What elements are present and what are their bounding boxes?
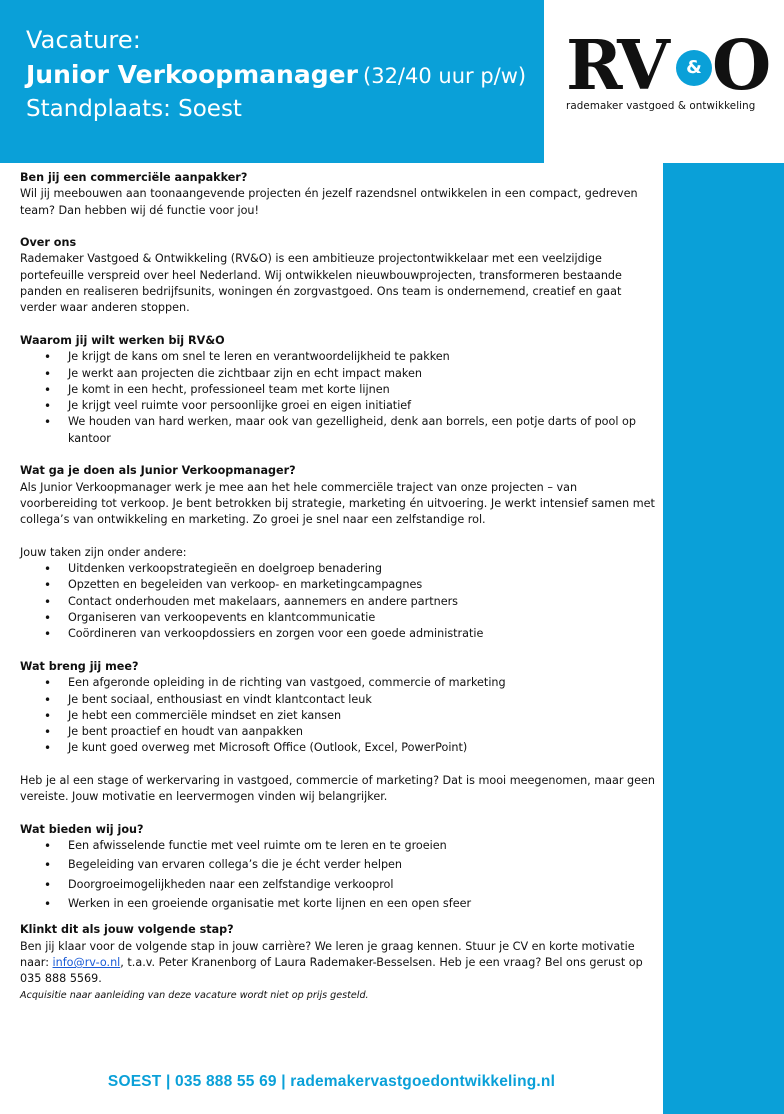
list-item: • Je komt in een hecht, professioneel team met korte lijnen (20, 382, 656, 398)
header-band (0, 0, 544, 163)
section-title: Klinkt dit als jouw volgende stap? (20, 923, 234, 937)
section-bring (20, 659, 656, 757)
bullet-list (20, 561, 656, 642)
job-location: Standplaats: Soest (26, 96, 242, 122)
bullet-list (20, 349, 656, 447)
apply-text-after: , t.a.v. Peter Kranenborg of Laura Rademaker-Besselsen. Heb je een vraag? Bel ons gerust op 035 888 5569. (20, 955, 643, 986)
company-logo-rv: RV (566, 26, 667, 106)
list-item: • Organiseren van verkoopevents en klantcommunicatie (20, 610, 656, 626)
company-logo-subtitle: rademaker vastgoed & ontwikkeling (566, 100, 756, 112)
company-logo-o: O (712, 26, 772, 106)
side-band (663, 163, 784, 1114)
list-item: • Je bent proactief en houdt van aanpakken (20, 724, 656, 740)
list-item: • Begeleiding van ervaren collega’s die je écht verder helpen (20, 857, 656, 873)
section-title: Ben jij een commerciële aanpakker? (20, 171, 248, 184)
section-title: Wat ga je doen als Junior Verkoopmanager? (20, 464, 296, 478)
vacancy-body (20, 170, 656, 1004)
bullet-list (20, 838, 656, 912)
section-offer (20, 822, 656, 912)
section-title: Wat breng jij mee? (20, 659, 139, 673)
section-why (20, 333, 656, 447)
section-apply (20, 922, 656, 987)
list-item: • Je bent sociaal, enthousiast en vindt klantcontact leuk (20, 692, 656, 708)
list-item: • Werken in een groeiende organisatie met korte lijnen en een open sfeer (20, 896, 656, 912)
apply-text (20, 939, 656, 988)
job-hours: (32/40 uur p/w) (363, 64, 527, 88)
section-text: Rademaker Vastgoed & Ontwikkeling (RV&O) is een ambitieuze projectontwikkelaar met een veelzijdige portefeuille verspreid over heel Nederland. Wij ontwikkelen nieuwbouwprojecten, transformeren bestaande panden en realiseren bedrijfsunits, woningen én zorgvastgoed. Ons team is ondernemend, creatief en gaat verder waar anderen stoppen. (20, 252, 622, 315)
section-text: Als Junior Verkoopmanager werk je mee aan het hele commerciële traject van onze projecten – van voorbereiding tot verkoop. Je bent betrokken bij strategie, marketing én uitvoering. Je werkt intensief samen met collega’s van ontwikkeling en marketing. Zo groei je snel naar een zelfstandige rol. (20, 480, 655, 527)
section-title: Waarom jij wilt werken bij RV&O (20, 333, 225, 347)
list-item: • We houden van hard werken, maar ook van gezelligheid, denk aan borrels, een potje darts of pool op kantoor (20, 414, 656, 447)
section-bring-note (20, 773, 656, 806)
list-item: • Je krijgt de kans om snel te leren en verantwoordelijkheid te pakken (20, 349, 656, 365)
section-about (20, 235, 656, 316)
list-item: • Coördineren van verkoopdossiers en zorgen voor een goede administratie (20, 626, 656, 642)
section-title: Over ons (20, 236, 77, 250)
list-item: • Je werkt aan projecten die zichtbaar zijn en echt impact maken (20, 366, 656, 382)
section-tasks (20, 545, 656, 643)
list-item: • Opzetten en begeleiden van verkoop- en marketingcampagnes (20, 577, 656, 593)
vacancy-label: Vacature: (26, 26, 141, 54)
section-text: Wil jij meebouwen aan toonaangevende projecten én jezelf razendsnel ontwikkelen in een compact, gedreven team? Dan hebben wij dé functie voor jou! (20, 187, 638, 217)
section-intro (20, 170, 656, 219)
apply-text-before: Ben jij klaar voor de volgende stap in jouw carrière? We leren je graag kennen. Stuur je CV en korte motivatie naar: (20, 939, 635, 969)
list-item: • Contact onderhouden met makelaars, aannemers en andere partners (20, 594, 656, 610)
email-link[interactable]: info@rv-o.nl (52, 955, 121, 969)
section-title: Wat bieden wij jou? (20, 822, 144, 836)
bullet-list (20, 675, 656, 756)
list-item: • Een afwisselende functie met veel ruimte om te leren en te groeien (20, 838, 656, 854)
list-item: • Je kunt goed overweg met Microsoft Office (Outlook, Excel, PowerPoint) (20, 740, 656, 756)
list-item: • Je krijgt veel ruimte voor persoonlijke groei en eigen initiatief (20, 398, 656, 414)
acquisition-footnote: Acquisitie naar aanleiding van deze vacature wordt niet op prijs gesteld. (20, 989, 369, 1001)
list-item: • Een afgeronde opleiding in de richting van vastgoed, commercie of marketing (20, 675, 656, 691)
job-title-line (26, 60, 526, 89)
company-logo-amp: & (676, 50, 712, 86)
section-text: Heb je al een stage of werkervaring in vastgoed, commercie of marketing? Dat is mooi meegenomen, maar geen vereiste. Jouw motivatie en leervermogen vinden wij belangrijker. (20, 773, 656, 804)
list-item: • Doorgroeimogelijkheden naar een zelfstandige verkooprol (20, 877, 656, 893)
footer-contact: SOEST | 035 888 55 69 | rademakervastgoedontwikkeling.nl (107, 1073, 556, 1090)
section-role (20, 463, 656, 528)
list-item: • Je hebt een commerciële mindset en ziet kansen (20, 708, 656, 724)
tasks-intro: Jouw taken zijn onder andere: (20, 545, 187, 559)
job-title: Junior Verkoopmanager (26, 60, 358, 89)
list-item: • Uitdenken verkoopstrategieën en doelgroep benadering (20, 561, 656, 577)
